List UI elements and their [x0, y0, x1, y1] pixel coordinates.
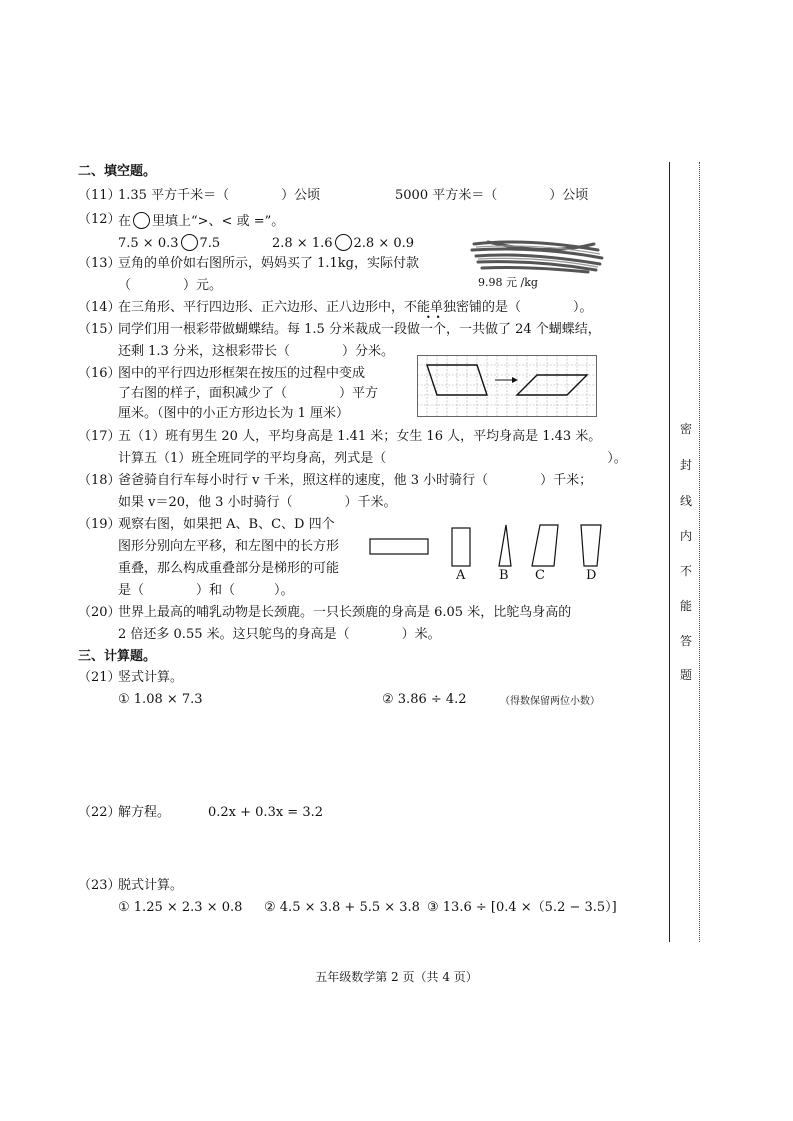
- section-title-calculation: 三、计算题。: [78, 649, 157, 664]
- q19-line-2: 图形分别向左平移，和左图中的长方形: [118, 539, 340, 554]
- q18-line-1: 爸爸骑自行车每小时行 v 千米，照这样的速度，他 3 小时骑行（ ）千米；: [118, 473, 593, 488]
- q15-number: （15）: [78, 322, 121, 337]
- seal-char: 能: [680, 599, 693, 613]
- section-title-fill-blank: 二、填空题。: [78, 164, 157, 179]
- bean-price-label: 9.98 元 /kg: [478, 276, 538, 289]
- q17-number: （17）: [78, 429, 121, 444]
- seal-char: 不: [680, 564, 693, 578]
- q12-e1-left: 7.5 × 0.3: [118, 236, 179, 251]
- q14-number: （14）: [78, 300, 121, 315]
- green-beans-image: [468, 236, 608, 276]
- q12-stem: [118, 212, 284, 230]
- q13-line-2: （ ）元。: [118, 278, 223, 293]
- q23-part-b: ② 4.5 × 3.8 + 5.5 × 3.8: [264, 900, 420, 915]
- emphasis-dots-icon: • •: [426, 313, 441, 322]
- q16-number: （16）: [78, 366, 121, 381]
- q20-line-2: 2 倍还多 0.55 米。这只鸵鸟的身高是（ ）米。: [118, 627, 441, 642]
- q21-title: 竖式计算。: [118, 670, 184, 685]
- shape-label-d: D: [586, 568, 597, 583]
- q11-part-b: 5000 平方米＝（ ）公顷: [395, 188, 589, 203]
- q11-part-a: 1.35 平方千米＝（ ）公顷: [118, 188, 321, 203]
- page-footer: 五年级数学第 2 页（共 4 页）: [315, 970, 478, 984]
- q12-e1-right: 7.5: [199, 236, 221, 251]
- q19-line-4: 是（ ）和（ ）。: [118, 583, 294, 598]
- q11-number: （11）: [78, 188, 121, 203]
- q12-expression-1: [118, 234, 220, 252]
- shape-label-c: C: [535, 568, 545, 583]
- q12-e2-left: 2.8 × 1.6: [272, 236, 333, 251]
- q18-number: （18）: [78, 473, 121, 488]
- seal-dotted-line: [699, 162, 700, 942]
- q14-text: 在三角形、平行四边形、正六边形、正八边形中，不能单独密铺的是（ ）。: [118, 300, 593, 315]
- q15-line-1: 同学们用一根彩带做蝴蝶结。每 1.5 分米裁成一段做一个，一共做了 24 个蝴蝶结，: [118, 322, 601, 337]
- q12-stem-post: 里填上“>、< 或 =”。: [152, 214, 285, 229]
- q17-line-2: 计算五（1）班全班同学的平均身高，列式是（ ）。: [118, 451, 627, 466]
- q19-line-1: 观察右图，如果把 A、B、C、D 四个: [118, 517, 335, 532]
- trapezoid-shapes-figure: [368, 523, 613, 568]
- q22-title: 解方程。: [118, 805, 171, 820]
- q13-number: （13）: [78, 256, 121, 271]
- seal-solid-line: [669, 162, 670, 942]
- q13-line-1: 豆角的单价如右图所示，妈妈买了 1.1kg，实际付款: [118, 256, 420, 271]
- seal-char: 密: [680, 422, 693, 436]
- q16-line-3: 厘米。（图中的小正方形边长为 1 厘米）: [118, 406, 350, 421]
- seal-char: 封: [680, 458, 693, 472]
- q16-line-1: 图中的平行四边形框架在按压的过程中变成: [118, 366, 366, 381]
- shape-label-a: A: [456, 568, 466, 583]
- q15-line-2: 还剩 1.3 分米，这根彩带长（ ）分米。: [118, 344, 394, 359]
- q23-title: 脱式计算。: [118, 878, 184, 893]
- q23-number: （23）: [78, 878, 121, 893]
- q21-rounding-note: （得数保留两位小数）: [500, 696, 600, 707]
- q21-part-b: ② 3.86 ÷ 4.2: [382, 692, 467, 707]
- q12-number: （12）: [78, 212, 121, 227]
- q23-part-a: ① 1.25 × 2.3 × 0.8: [118, 900, 243, 915]
- q20-line-1: 世界上最高的哺乳动物是长颈鹿。一只长颈鹿的身高是 6.05 米，比鸵鸟身高的: [118, 605, 572, 620]
- compare-circle-icon: [181, 234, 198, 251]
- compare-circle-icon: [133, 212, 150, 229]
- q19-line-3: 重叠，那么构成重叠部分是梯形的可能: [118, 561, 340, 576]
- q23-part-c: ③ 13.6 ÷ [0.4 ×（5.2 − 3.5）]: [427, 900, 617, 915]
- q18-line-2: 如果 v＝20，他 3 小时骑行（ ）千米。: [118, 495, 397, 510]
- parallelogram-grid-figure: [417, 355, 597, 417]
- compare-circle-icon: [335, 234, 352, 251]
- q22-number: （22）: [78, 805, 121, 820]
- seal-char: 答: [680, 634, 693, 648]
- q12-expression-2: [272, 234, 414, 252]
- q12-stem-pre: 在: [118, 214, 132, 229]
- q21-number: （21）: [78, 670, 121, 685]
- shape-label-b: B: [499, 568, 509, 583]
- q17-line-1: 五（1）班有男生 20 人，平均身高是 1.41 米；女生 16 人，平均身高是 1.43 米。: [118, 429, 602, 444]
- seal-char: 题: [680, 668, 693, 682]
- seal-char: 线: [680, 494, 693, 508]
- q21-part-a: ① 1.08 × 7.3: [118, 692, 203, 707]
- q22-equation: 0.2x + 0.3x = 3.2: [208, 805, 324, 820]
- seal-char: 内: [680, 529, 693, 543]
- q19-number: （19）: [78, 517, 121, 532]
- q12-e2-right: 2.8 × 0.9: [353, 236, 415, 251]
- q16-line-2: 了右图的样子，面积减少了（ ）平方: [118, 386, 379, 401]
- q20-number: （20）: [78, 605, 121, 620]
